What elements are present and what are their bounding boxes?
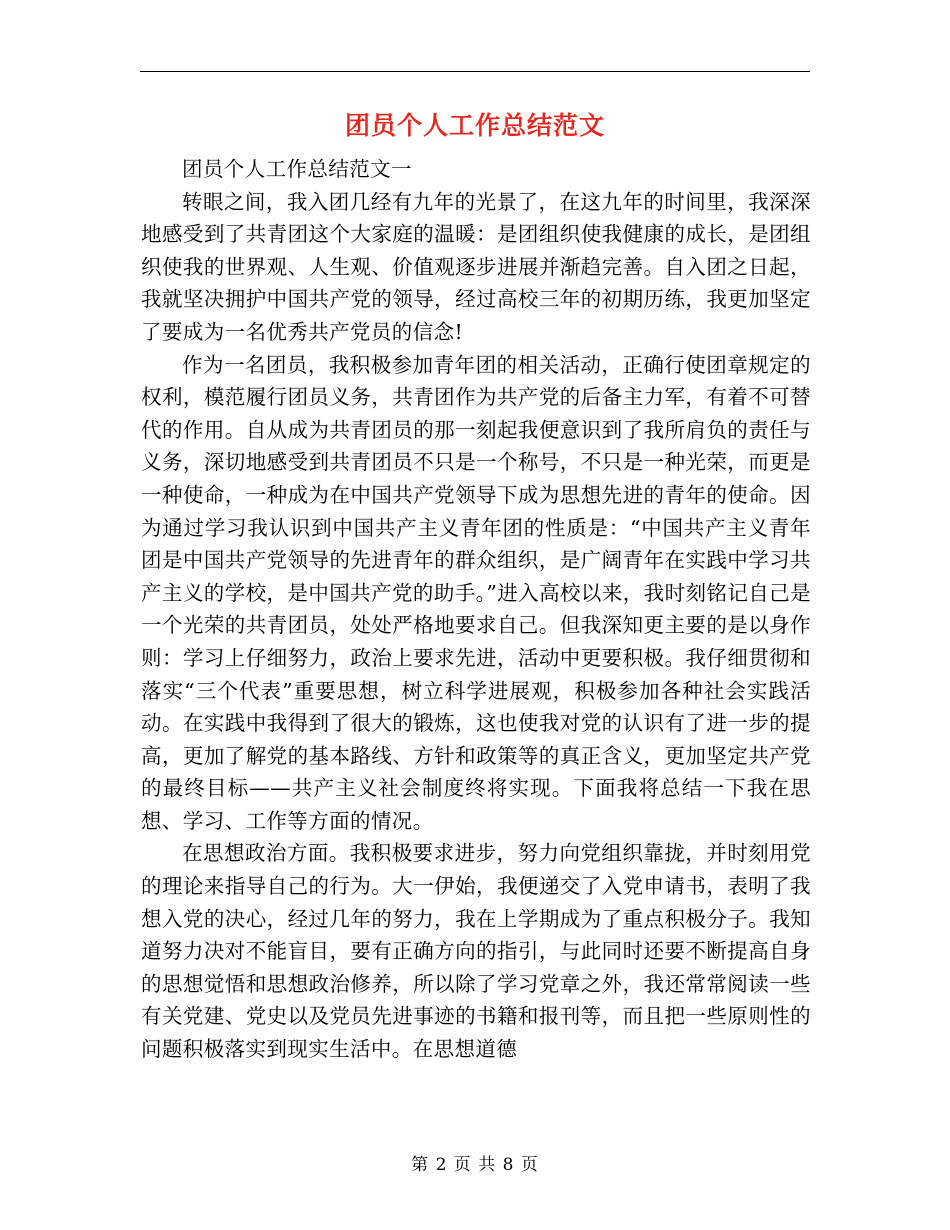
paragraph: 转眼之间，我入团几经有九年的光景了，在这九年的时间里，我深深地感受到了共青团这个大家庭的温暖：是团组织使我健康的成长，是团组织使我的世界观、人生观、价值观逐步进展并渐趋完善。自入团之日起，我就坚决拥护中国共产党的领导，经过高校三年的初期历练，我更加坚定了要成为一名优秀共产党员的信念!	[141, 189, 811, 344]
section-subheading: 团员个人工作总结范文一	[182, 157, 412, 181]
document-title: 团员个人工作总结范文	[344, 111, 605, 140]
paragraph: 作为一名团员，我积极参加青年团的相关活动，正确行使团章规定的权利，模范履行团员义务，共青团作为共产党的后备主力军，有着不可替代的作用。自从成为共青团员的那一刻起我便意识到了我所肩负的责任与义务，深切地感受到共青团员不只是一个称号，不只是一种光荣，而更是一种使命，一种成为在中国共产党领导下成为思想先进的青年的使命。因为通过学习我认识到中国共产主义青年团的性质是：“中国共产主义青年团是中国共产党领导的先进青年的群众组织，是广阔青年在实践中学习共产主义的学校，是中国共产党的助手。”进入高校以来，我时刻铭记自己是一个光荣的共青团员，处处严格地要求自己。但我深知更主要的是以身作则：学习上仔细努力，政治上要求先进，活动中更要积极。我仔细贯彻和落实“三个代表”重要思想，树立科学进展观，积极参加各种社会实践活动。在实践中我得到了很大的锻炼，这也使我对党的认识有了进一步的提高，更加了解党的基本路线、方针和政策等的真正含义，更加坚定共产党的最终目标——共产主义社会制度终将实现。下面我将总结一下我在思想、学习、工作等方面的情况。	[141, 352, 811, 833]
paragraph: 在思想政治方面。我积极要求进步，努力向党组织靠拢，并时刻用党的理论来指导自己的行为。大一伊始，我便递交了入党申请书，表明了我想入党的决心，经过几年的努力，我在上学期成为了重点积极分子。我知道努力决对不能盲目，要有正确方向的指引，与此同时还要不断提高自身的思想觉悟和思想政治修养，所以除了学习党章之外，我还常常阅读一些有关党建、党史以及党员先进事迹的书籍和报刊等，而且把一些原则性的问题积极落实到现实生活中。在思想道德	[141, 841, 811, 1062]
page-number-footer: 第 2 页 共 8 页	[411, 1155, 539, 1175]
header-rule	[140, 71, 810, 72]
document-body	[141, 153, 811, 1066]
